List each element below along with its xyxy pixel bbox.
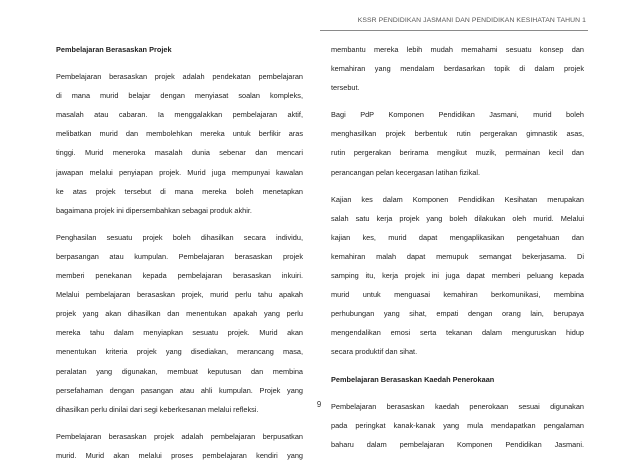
text-line: masalah atau cabaran. Ia menggalakkan pembelajaran aktif, <box>56 110 303 120</box>
text-line: peralatan yang digunakan, membuat keputusan dan membina <box>56 366 303 376</box>
text-line: salah satu kerja projek yang boleh dilakukan oleh murid. Melalui <box>331 213 584 223</box>
section-heading-projek: Pembelajaran Berasaskan Projek <box>56 45 172 54</box>
paragraph <box>331 105 584 181</box>
text-line: berpasangan atau kumpulan. Pembelajaran berasaskan projek <box>56 251 303 261</box>
text-line: pada peringkat kanak-kanak yang mula mendapatkan pengalaman <box>331 420 584 430</box>
right-column <box>331 40 584 454</box>
text-line: Pembelajaran berasaskan projek adalah pendekatan pembelajaran <box>56 72 303 82</box>
text-line: baharu dalam pembelajaran Komponen Pendidikan Jasmani. <box>331 439 584 449</box>
text-line: secara produktif dan sihat. <box>331 347 418 357</box>
page-number: 9 <box>316 400 322 409</box>
text-line: mereka tahu dalam menyiapkan sesuatu projek. Murid akan <box>56 328 303 338</box>
text-line: Melalui pembelajaran berasaskan projek, murid perlu tahu apakah <box>56 290 303 300</box>
section-heading-penerokaan: Pembelajaran Berasaskan Kaedah Penerokaan <box>331 374 495 384</box>
text-line: murid untuk menguasai kemahiran berkomunikasi, membina <box>331 290 584 300</box>
text-line: Pembelajaran berasaskan projek adalah pembelajaran berpusatkan <box>56 431 303 441</box>
text-line: persefahaman dengan pasangan atau ahli kumpulan. Projek yang <box>56 385 303 395</box>
paragraph <box>56 67 303 220</box>
text-line: melibatkan murid dan membolehkan mereka untuk berfikir aras <box>56 129 303 139</box>
text-line: kemahiran malah dapat memupuk semangat bekerjasama. Di <box>331 251 584 261</box>
text-line: memberi penekanan kepada pembelajaran berasaskan inkuiri. <box>56 271 303 281</box>
text-line: projek yang akan dihasilkan dan menentukan apakah yang perlu <box>56 309 303 319</box>
text-line: dihasilkan perlu dinilai dari segi keberkesanan melalui refleksi. <box>56 404 259 414</box>
header-title: KSSR PENDIDIKAN JASMANI DAN PENDIDIKAN KESIHATAN TAHUN 1 <box>357 17 586 24</box>
text-line: Kajian kes dalam Komponen Pendidikan Kesihatan merupakan <box>331 194 584 204</box>
left-column <box>56 40 303 465</box>
text-line: Bagi PdP Komponen Pendidikan Jasmani, murid boleh <box>331 110 584 120</box>
paragraph <box>331 190 584 362</box>
paragraph <box>56 427 303 465</box>
text-line: murid. Murid akan melalui proses pembelajaran kendiri yang <box>56 450 303 460</box>
text-line: perhubungan yang sihat, empati dengan orang lain, berupaya <box>331 309 584 319</box>
text-line: menghasilkan projek berbentuk rutin pergerakan gimnastik asas, <box>331 129 584 139</box>
text-line: ke atas projek tersebut di mana mereka boleh menetapkan <box>56 186 303 196</box>
text-line: membantu mereka lebih mudah memahami sesuatu konsep dan <box>331 45 584 54</box>
text-line: kemahiran yang mendalam berdasarkan topik di dalam projek <box>331 64 584 74</box>
text-line: Pembelajaran berasaskan kaedah penerokaan sesuai digunakan <box>331 401 584 411</box>
paragraph <box>331 397 584 454</box>
text-line: perancangan pelan kecergasan latihan fizikal. <box>331 167 481 177</box>
text-line: kajian kes, murid dapat mengaplikasikan pengetahuan dan <box>331 232 584 242</box>
text-line: di mana murid belajar dengan menyiasat soalan kompleks, <box>56 91 303 101</box>
text-line: jawapan melalui penyiapan projek. Murid juga mempunyai kawalan <box>56 167 303 177</box>
text-line: mengendalikan emosi serta tekanan dalam menguruskan hidup <box>331 328 584 338</box>
text-line: rutin pergerakan berirama mengikut muzik, permainan kecil dan <box>331 148 584 158</box>
paragraph <box>331 40 584 97</box>
text-line: Penghasilan sesuatu projek boleh dihasilkan secara individu, <box>56 232 303 242</box>
page-header <box>320 16 588 31</box>
text-line: tinggi. Murid meneroka masalah dunia sebenar dan mencari <box>56 148 303 158</box>
text-line: tersebut. <box>331 83 360 93</box>
text-line: menentukan kriteria projek yang disediakan, merancang masa, <box>56 347 303 357</box>
text-line: samping itu, kerja projek ini juga dapat memberi peluang kepada <box>331 271 584 281</box>
paragraph <box>56 228 303 419</box>
text-line: bagaimana projek ini dipersembahkan sebagai produk akhir. <box>56 205 252 215</box>
